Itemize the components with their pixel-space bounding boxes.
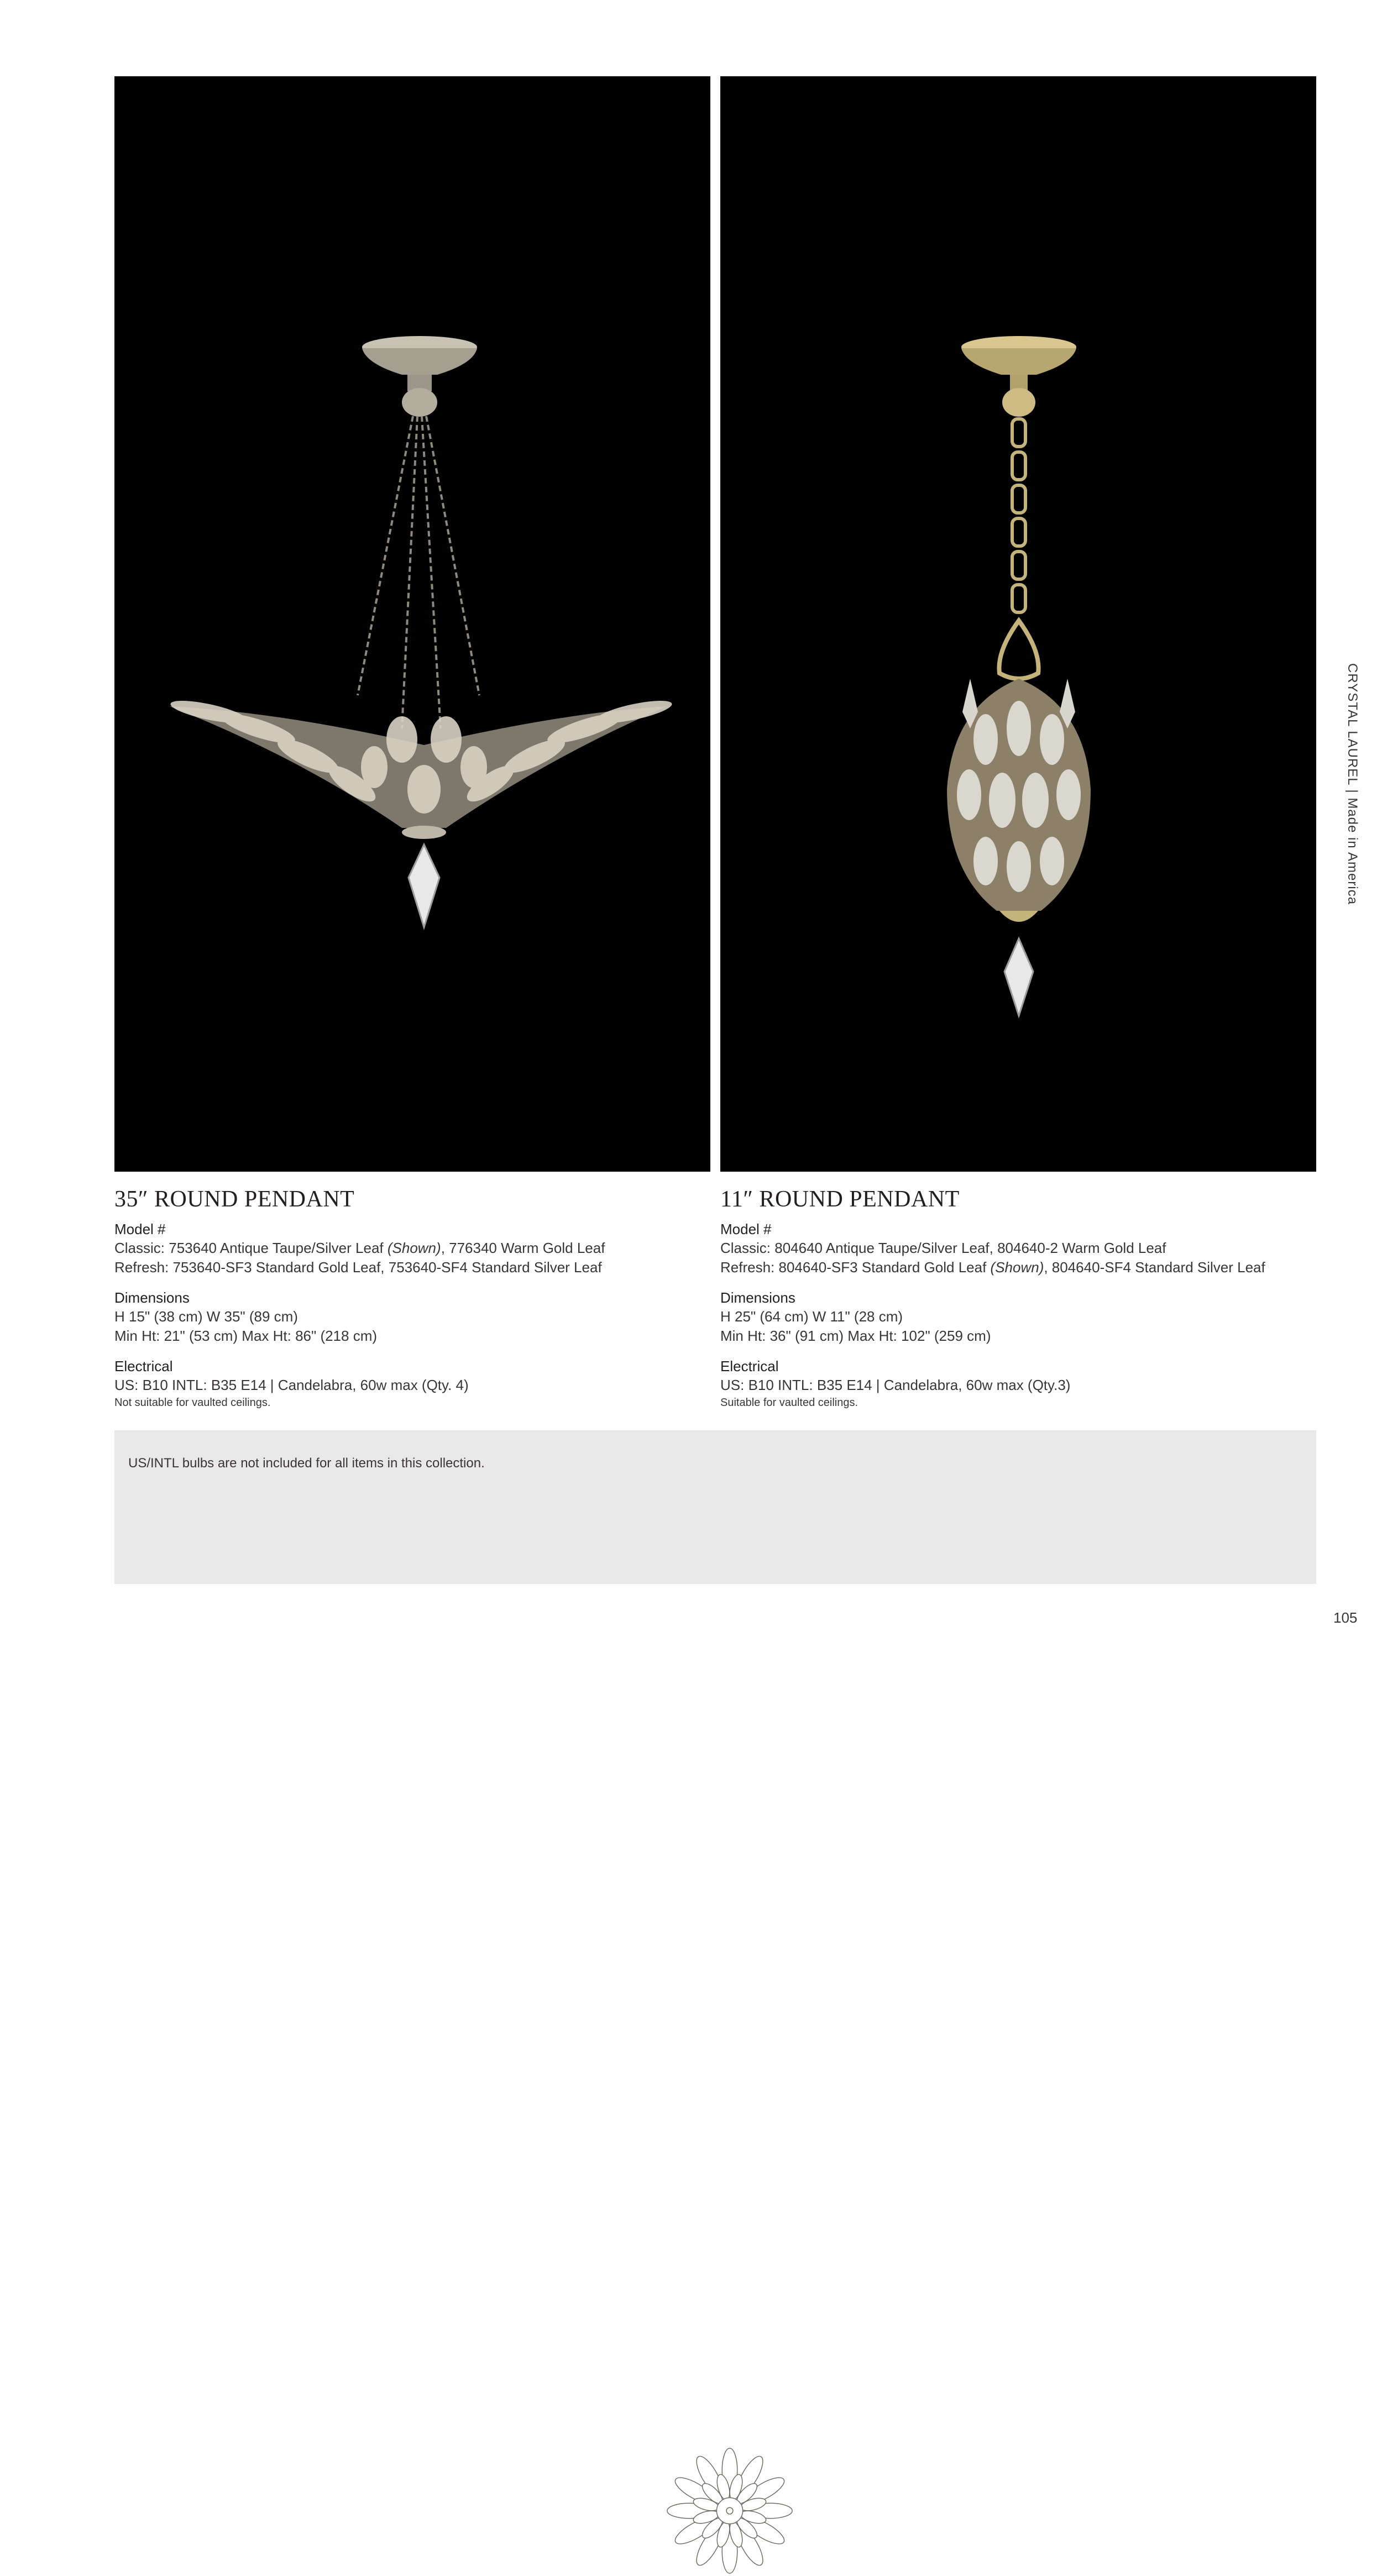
model-classic-line: Classic: 804640 Antique Taupe/Silver Leaf, 804640-2 Warm Gold Leaf [720,1240,1166,1256]
model-classic-line: Classic: 753640 Antique Taupe/Silver Leaf (Shown), 776340 Warm Gold Leaf [114,1240,605,1256]
collection-side-label [1338,663,1371,917]
product-photo-11in-pendant [720,76,1316,1172]
pendant-illustration-silver [114,76,710,1172]
model-label: Model # [720,1221,772,1237]
electrical-label: Electrical [720,1358,779,1374]
pendant-illustration-gold [720,76,1316,1172]
product-photo-35in-pendant [114,76,710,1172]
collection-side-label-text: CRYSTAL LAUREL | Made in America [1345,663,1360,905]
ceiling-note: Not suitable for vaulted ceilings. [114,1397,271,1409]
page-number: 105 [1333,1609,1358,1626]
product-info-35in [114,1185,710,1410]
collection-note-box [114,1430,1316,1584]
dimensions-size-line: H 15" (38 cm) W 35" (89 cm) [114,1308,298,1325]
bulbs-note: US/INTL bulbs are not included for all items in this collection. [128,1456,485,1471]
product-title: 11″ ROUND PENDANT [720,1187,960,1212]
electrical-label: Electrical [114,1358,173,1374]
dimensions-height-line: Min Ht: 36" (91 cm) Max Ht: 102" (259 cm) [720,1328,991,1344]
dimensions-label: Dimensions [720,1289,795,1306]
electrical-line: US: B10 INTL: B35 E14 | Candelabra, 60w max (Qty.3) [720,1377,1071,1393]
ceiling-note: Suitable for vaulted ceilings. [720,1397,858,1409]
dimensions-size-line: H 25" (64 cm) W 11" (28 cm) [720,1308,903,1325]
model-refresh-line: Refresh: 753640-SF3 Standard Gold Leaf, 753640-SF4 Standard Silver Leaf [114,1259,602,1276]
product-info-11in [720,1185,1316,1410]
model-label: Model # [114,1221,166,1237]
model-refresh-line: Refresh: 804640-SF3 Standard Gold Leaf (Shown), 804640-SF4 Standard Silver Leaf [720,1259,1265,1276]
electrical-line: US: B10 INTL: B35 E14 | Candelabra, 60w max (Qty. 4) [114,1377,469,1393]
product-title: 35″ ROUND PENDANT [114,1187,355,1212]
dimensions-height-line: Min Ht: 21" (53 cm) Max Ht: 86" (218 cm) [114,1328,378,1344]
leaf-medallion-icon [664,2446,795,2576]
dimensions-label: Dimensions [114,1289,190,1306]
